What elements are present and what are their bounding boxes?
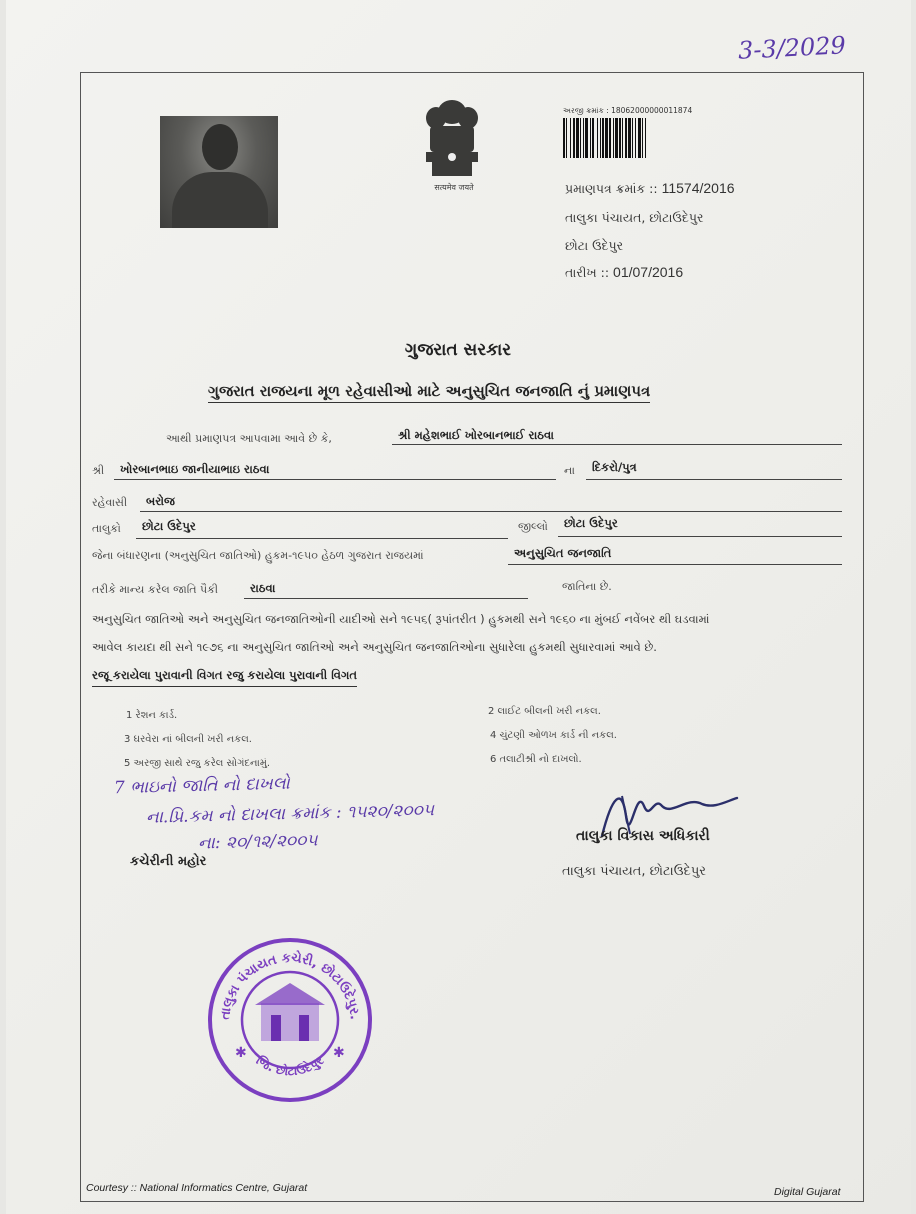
father-name: ખોરબાનભાઇ જાનીયાભાઇ રાઠવા [120, 462, 270, 476]
caste-suffix: જાતિના છે. [562, 580, 612, 593]
government-title: ગુજરાત સરકાર [404, 340, 512, 360]
certificate-number [565, 180, 735, 197]
official-stamp [205, 935, 375, 1105]
certificate-border [80, 72, 864, 1202]
taluka-label: તાલુકો [92, 522, 121, 535]
svg-text:તાલુકા પંચાયત કચેરી, છોટાઉદેપુ [218, 949, 362, 1021]
svg-text:✱: ✱ [235, 1045, 247, 1061]
applicant-photo [160, 116, 278, 228]
order-label: જેના બંધારણના (અનુસુચિત જાતિઓ) હુકમ-૧૯૫૦ હેઠળ ગુજરાત રાજયમાં [92, 549, 424, 562]
evidence-item: 2 લાઈટ બીલની ખરી નકલ. [488, 706, 601, 717]
district-label: જીલ્લો [518, 520, 548, 533]
resident-label: રહેવાસી [92, 496, 128, 509]
recognized-label: તરીકે માન્ય કરેલ જાતિ પૈકી [92, 583, 219, 596]
officer-title: તાલુકા વિકાસ અધિકારી [576, 828, 710, 844]
evidence-item: 6 તલાટીશ્રી નો દાખલો. [490, 754, 582, 765]
evidence-heading: રજૂ કરાયેલા પુરાવાની વિગત રજુ કરાયેલા પુરાવાની વિગત [92, 668, 357, 687]
issuing-office: તાલુકા પંચાયત, છોટાઉદેપુર [565, 210, 704, 225]
cert-no-value: 11574/2016 [661, 180, 735, 196]
evidence-item: 3 ઘરવેરા નાં બીલની ખરી નકલ. [124, 734, 252, 745]
handwritten-date: 3-3/2029 [737, 31, 847, 65]
paragraph-line-2: આવેલ કાયદા થી સને ૧૯૭૬ ના અનુસુચિત જાતિઓ અને અનુસુચિત જનજાતિઓના સુધારેલા હુકમથી સુધારવામાં આવે છે. [92, 640, 657, 654]
taluka-value: છોટા ઉદેપુર [142, 519, 196, 533]
svg-text:✱: ✱ [333, 1045, 345, 1061]
office-seal-label: કચેરીની મહોર [130, 854, 207, 869]
emblem-caption: सत्यमेव जयते [434, 183, 474, 192]
relation: દિકરો/પુત્ર [592, 460, 637, 474]
registration-value: 18062000000011874 [611, 106, 693, 115]
handwritten-line-1: 7 ભાઇનો જાતિ નો દાખલો [113, 773, 291, 799]
barcode [563, 118, 741, 158]
date-value: 01/07/2016 [613, 264, 684, 280]
state-emblem-icon [412, 92, 492, 192]
certificate-title: ગુજરાત રાજયના મૂળ રહેવાસીઓ માટે અનુસુચિત જનજાતિ નું પ્રમાણપત્ર [208, 382, 650, 403]
stamp-text [205, 935, 375, 1105]
of-label: ના [564, 464, 575, 477]
evidence-item: 1 રેશન કાર્ડ. [126, 710, 178, 721]
footer-courtesy: Courtesy :: National Informatics Centre, Gujarat [86, 1182, 308, 1194]
evidence-item: 5 અરજી સાથે રજુ કરેલ સોગંદનામું. [124, 758, 271, 769]
svg-text:જિ. છોટાઉદેપુર [254, 1052, 327, 1078]
stamp-bottom-text: જિ. છોટાઉદેપુર [253, 1053, 327, 1079]
issuing-place: છોટા ઉદેપુર [565, 238, 624, 253]
handwritten-line-3: ના: ૨૦/૧૨/૨૦૦૫ [197, 830, 318, 854]
category-value: અનુસુચિત જનજાતિ [514, 546, 612, 560]
intro-label: આથી પ્રમાણપત્ર આપવામા આવે છે કે, [166, 432, 332, 445]
footer-brand: Digital Gujarat [774, 1186, 841, 1198]
handwritten-line-2: ના.પ્રિ.કમ નો દાખલા ક્રમાંક : ૧૫૨૦/૨૦૦૫ [145, 800, 435, 828]
registration-label: અરજી ક્રમાંક : [563, 106, 609, 115]
issue-date [565, 264, 683, 281]
applicant-name: શ્રી મહેશભાઈ ખોરબાનભાઈ રાઠવા [398, 428, 554, 442]
date-label: તારીખ :: [565, 265, 610, 280]
district-value: છોટા ઉદેપુર [564, 516, 618, 530]
stamp-outer-text: તાલુકા પંચાયત કચેરી, છોટાઉદેપુર. [217, 950, 362, 1021]
caste-value: રાઠવા [250, 581, 276, 595]
registration-number [563, 106, 692, 116]
paragraph-line-1: અનુસુચિત જાતિઓ અને અનુસુચિત જનજાતિઓની યાદીઓ સને ૧૯૫૬( રૂપાંતરીત ) હુકમથી સને ૧૯૬૦ ના મુંબઈ નવેંબર થી ઘડવામાં [92, 612, 710, 626]
shri-label: શ્રી [92, 464, 105, 477]
evidence-item: 4 ચુંટણી ઓળખ કાર્ડ ની નકલ. [490, 730, 617, 741]
cert-no-label: પ્રમાણપત્ર ક્રમાંક :: [565, 181, 658, 196]
resident-value: બરોજ [146, 494, 175, 508]
officer-office: તાલુકા પંચાયત, છોટાઉદેપુર [562, 864, 706, 879]
